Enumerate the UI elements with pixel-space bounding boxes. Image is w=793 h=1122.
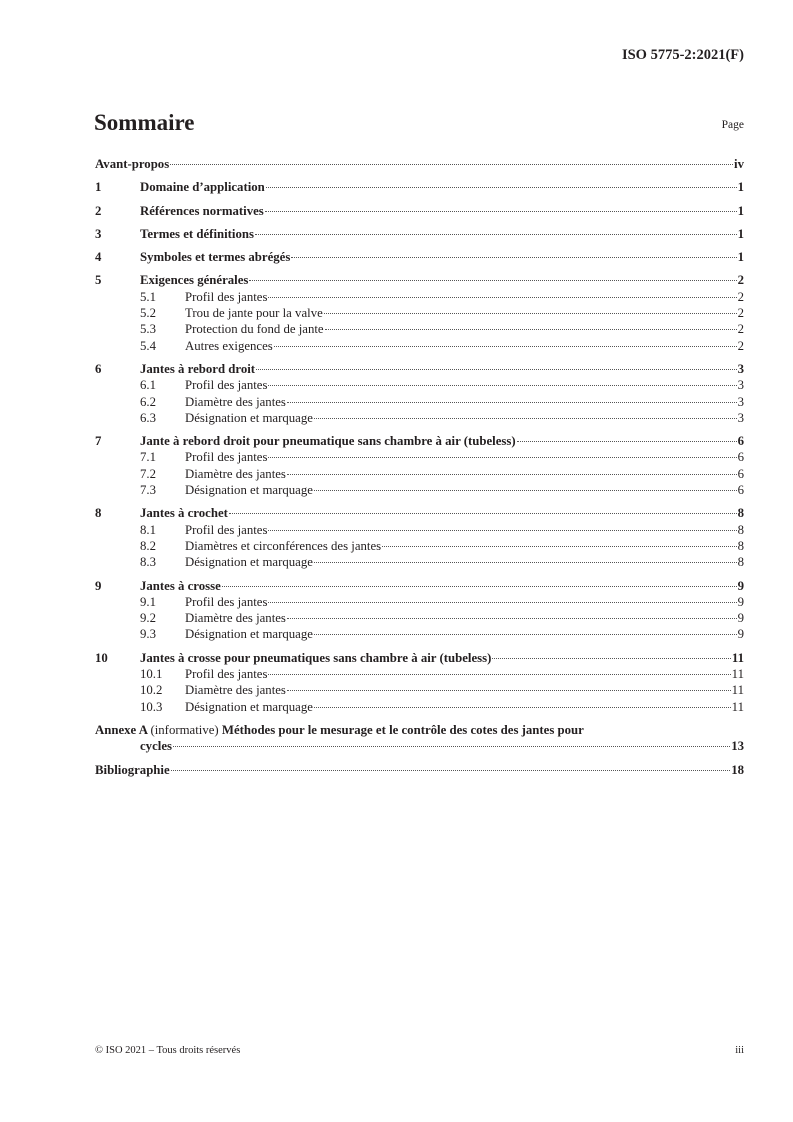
entry-number: 10.1	[140, 667, 163, 682]
entry-number: 2	[95, 203, 102, 218]
dot-leader	[382, 546, 736, 547]
dot-leader	[170, 164, 733, 165]
dot-leader	[324, 313, 737, 314]
entry-label: Jantes à crochet	[140, 506, 228, 521]
entry-page: 2	[737, 273, 744, 288]
entry-page: 1	[737, 226, 744, 241]
toc-subentry[interactable]	[95, 610, 744, 626]
dot-leader	[287, 690, 731, 691]
entry-number: 9.2	[140, 611, 156, 626]
entry-number: 6	[95, 361, 102, 376]
toc-subentry[interactable]	[95, 666, 744, 682]
entry-label: Bibliographie	[95, 762, 170, 777]
entry-label: Diamètre des jantes	[185, 466, 286, 481]
entry-number: 10.3	[140, 699, 163, 714]
entry-number: 8.3	[140, 555, 156, 570]
page-title: Sommaire	[94, 110, 195, 135]
dot-leader	[268, 457, 736, 458]
annex-type: (informative)	[150, 722, 219, 737]
dot-leader	[268, 602, 736, 603]
toc-subentry[interactable]	[95, 466, 744, 482]
entry-label: Trou de jante pour la valve	[185, 306, 323, 321]
entry-number: 8	[95, 506, 102, 521]
entry-page: 1	[737, 180, 744, 195]
page-number: iii	[735, 1045, 744, 1056]
dot-leader	[268, 385, 736, 386]
dot-leader	[249, 280, 736, 281]
entry-page: 2	[737, 289, 744, 304]
entry-page: 3	[737, 378, 744, 393]
toc-entry[interactable]	[95, 272, 744, 288]
toc-entry[interactable]	[95, 433, 744, 449]
entry-page: 8	[737, 506, 744, 521]
entry-number: 10	[95, 650, 108, 665]
dot-leader	[268, 674, 730, 675]
entry-page: 6	[737, 466, 744, 481]
entry-page: 9	[737, 611, 744, 626]
entry-number: 8.1	[140, 522, 156, 537]
dot-leader	[517, 441, 737, 442]
entry-label: Domaine d’application	[140, 180, 265, 195]
entry-label: Profil des jantes	[185, 450, 268, 465]
dot-leader	[171, 770, 731, 771]
entry-number: 7.1	[140, 450, 156, 465]
dot-leader	[268, 297, 736, 298]
toc-subentry[interactable]	[95, 410, 744, 426]
entry-label: Diamètres et circonférences des jantes	[185, 538, 382, 553]
toc-bibliography[interactable]	[95, 762, 744, 778]
entry-label: Profil des jantes	[185, 378, 268, 393]
toc-subentry[interactable]	[95, 449, 744, 465]
entry-number: 7.3	[140, 483, 156, 498]
toc-subentry[interactable]	[95, 377, 744, 393]
dot-leader	[268, 530, 736, 531]
entry-label: Avant-propos	[95, 157, 170, 171]
toc-entry[interactable]	[95, 361, 744, 377]
entry-label: Exigences générales	[140, 273, 249, 288]
entry-number: 5	[95, 273, 102, 288]
entry-number: 8.2	[140, 538, 156, 553]
entry-label: Diamètre des jantes	[185, 394, 286, 409]
entry-page: 18	[731, 762, 744, 777]
entry-number: 3	[95, 226, 102, 241]
toc-subentry[interactable]	[95, 289, 744, 305]
toc-entry[interactable]	[95, 505, 744, 521]
dot-leader	[314, 490, 737, 491]
dot-leader	[291, 257, 736, 258]
dot-leader	[314, 418, 737, 419]
dot-leader	[287, 618, 737, 619]
dot-leader	[492, 658, 731, 659]
entry-label: Jantes à crosse	[140, 578, 221, 593]
entry-number: 7.2	[140, 466, 156, 481]
entry-page: 1	[737, 203, 744, 218]
entry-number: 6.2	[140, 394, 156, 409]
entry-page: 13	[731, 739, 744, 754]
entry-page: 9	[737, 578, 744, 593]
toc-subentry[interactable]	[95, 522, 744, 538]
entry-label: Profil des jantes	[185, 522, 268, 537]
dot-leader	[314, 562, 737, 563]
entry-number: 6.3	[140, 410, 156, 425]
entry-label: Désignation et marquage	[185, 483, 313, 498]
dot-leader	[287, 402, 737, 403]
dot-leader	[314, 707, 731, 708]
toc-entry[interactable]	[95, 650, 744, 666]
entry-label: Protection du fond de jante	[185, 322, 324, 337]
page-column-label: Page	[721, 119, 744, 131]
toc-subentry[interactable]	[95, 538, 744, 554]
entry-page: 2	[737, 338, 744, 353]
entry-page: 11	[731, 650, 744, 665]
entry-page: 8	[737, 522, 744, 537]
entry-page: 1	[737, 250, 744, 265]
dot-leader	[266, 187, 737, 188]
toc-subentry[interactable]	[95, 682, 744, 698]
toc-entry[interactable]	[95, 203, 744, 219]
entry-label: cycles	[140, 739, 172, 754]
toc-subentry[interactable]	[95, 394, 744, 410]
entry-page: 3	[737, 361, 744, 376]
entry-page: 8	[737, 538, 744, 553]
entry-page: 6	[737, 434, 744, 449]
entry-number: 9.1	[140, 594, 156, 609]
entry-label: Symboles et termes abrégés	[140, 250, 291, 265]
entry-page: 3	[737, 394, 744, 409]
entry-page: 11	[731, 667, 744, 682]
entry-page: 6	[737, 483, 744, 498]
table-of-contents	[95, 156, 744, 778]
entry-page: 2	[737, 306, 744, 321]
entry-label: Jantes à rebord droit	[140, 361, 256, 376]
entry-page: 9	[737, 594, 744, 609]
toc-subentry[interactable]	[95, 482, 744, 498]
toc-entry[interactable]	[95, 156, 744, 172]
entry-number: 10.2	[140, 683, 163, 698]
entry-label: Profil des jantes	[185, 667, 268, 682]
dot-leader	[274, 346, 737, 347]
entry-page: 2	[737, 322, 744, 337]
annex-title-continuation[interactable]	[95, 738, 744, 754]
entry-number: 4	[95, 250, 102, 265]
entry-number: 7	[95, 434, 102, 449]
entry-number: 6.1	[140, 378, 156, 393]
entry-page: 11	[731, 683, 744, 698]
copyright: © ISO 2021 – Tous droits réservés	[95, 1045, 241, 1056]
toc-annex[interactable]	[95, 722, 744, 755]
entry-label: Références normatives	[140, 203, 264, 218]
document-id: ISO 5775-2:2021(F)	[621, 47, 744, 63]
toc-subentry[interactable]	[95, 699, 744, 715]
dot-leader	[222, 586, 737, 587]
entry-label: Désignation et marquage	[185, 699, 313, 714]
toc-subentry[interactable]	[95, 321, 744, 337]
entry-page: 11	[731, 699, 744, 714]
entry-label: Diamètre des jantes	[185, 611, 286, 626]
entry-page: 9	[737, 627, 744, 642]
dot-leader	[255, 234, 737, 235]
dot-leader	[287, 474, 737, 475]
toc-subentry[interactable]	[95, 626, 744, 642]
entry-page: 8	[737, 555, 744, 570]
footer	[95, 1045, 744, 1056]
entry-number: 9.3	[140, 627, 156, 642]
entry-page: 3	[737, 410, 744, 425]
entry-label: Profil des jantes	[185, 594, 268, 609]
entry-label: Termes et définitions	[140, 226, 254, 241]
entry-page: 6	[737, 450, 744, 465]
entry-number: 1	[95, 180, 102, 195]
entry-number: 9	[95, 578, 102, 593]
dot-leader	[173, 746, 730, 747]
toc-entry[interactable]	[95, 226, 744, 242]
dot-leader	[229, 513, 737, 514]
toc-entry[interactable]	[95, 578, 744, 594]
annex-title: Méthodes pour le mesurage et le contrôle des cotes des jantes pour	[221, 722, 584, 737]
entry-label: Jantes à crosse pour pneumatiques sans chambre à air (tubeless)	[140, 650, 492, 665]
entry-label: Diamètre des jantes	[185, 683, 286, 698]
entry-number: 5.1	[140, 289, 156, 304]
toc-subentry[interactable]	[95, 338, 744, 354]
entry-number: 5.4	[140, 338, 156, 353]
dot-leader	[325, 329, 737, 330]
entry-label: Désignation et marquage	[185, 555, 313, 570]
entry-page: iv	[734, 157, 744, 171]
entry-number: 5.2	[140, 306, 156, 321]
toc-entry[interactable]	[95, 179, 744, 195]
dot-leader	[256, 369, 737, 370]
entry-label: Désignation et marquage	[185, 627, 313, 642]
entry-label: Jante à rebord droit pour pneumatique sans chambre à air (tubeless)	[140, 434, 516, 449]
entry-label: Désignation et marquage	[185, 410, 313, 425]
entry-label: Profil des jantes	[185, 289, 268, 304]
dot-leader	[265, 211, 737, 212]
toc-subentry[interactable]	[95, 305, 744, 321]
toc-subentry[interactable]	[95, 554, 744, 570]
toc-entry[interactable]	[95, 249, 744, 265]
toc-subentry[interactable]	[95, 594, 744, 610]
annex-prefix: Annexe A	[95, 722, 148, 737]
dot-leader	[314, 634, 737, 635]
entry-label: Autres exigences	[185, 338, 273, 353]
entry-number: 5.3	[140, 322, 156, 337]
